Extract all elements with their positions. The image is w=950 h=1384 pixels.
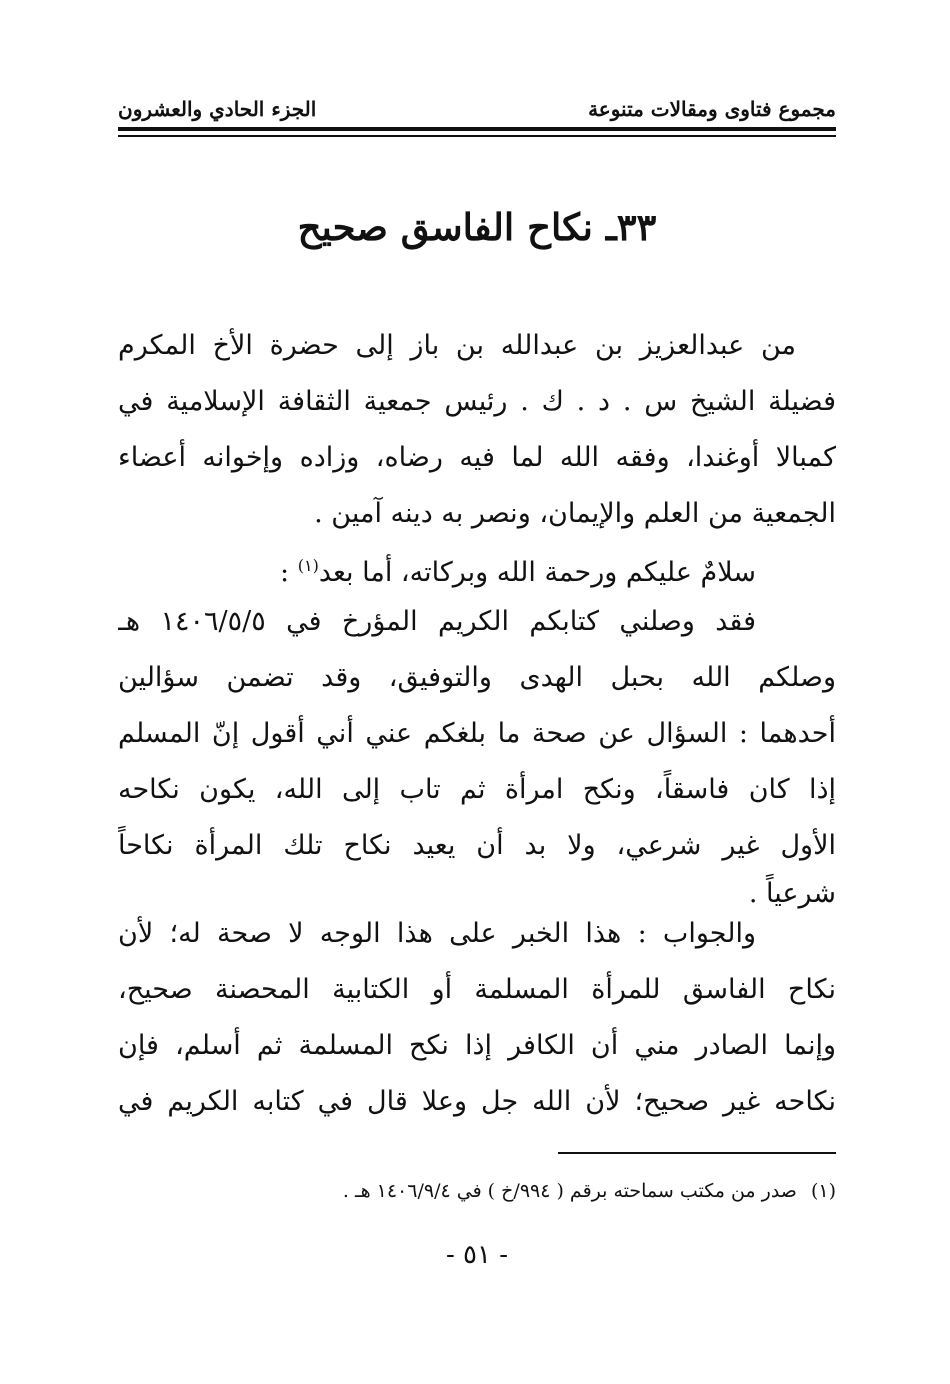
body-line-12: والجواب : هذا الخبر على هذا الوجه لا صحة له؛ لأن <box>118 918 756 949</box>
footnote-separator <box>558 1152 836 1154</box>
body-line-3: كمبالا أوغندا، وفقه الله لما فيه رضاه، وزاده وإخوانه أعضاء <box>118 442 836 473</box>
footnote-marker: (١) <box>297 556 319 575</box>
body-line-15: نكاحه غير صحيح؛ لأن الله جل وعلا قال في كتابه الكريم في <box>118 1086 836 1117</box>
body-line-13: نكاح الفاسق للمرأة المسلمة أو الكتابية المحصنة صحيح، <box>118 974 836 1005</box>
body-line-14: وإنما الصادر مني أن الكافر إذا نكح المسلمة ثم أسلم، فإن <box>118 1030 836 1061</box>
running-header <box>118 92 836 126</box>
body-line-9: إذا كان فاسقاً، ونكح امرأة ثم تاب إلى الله، يكون نكاحه <box>118 774 836 805</box>
greeting-line: سلامٌ عليكم ورحمة الله وبركاته، أما بعد$^{(١)}$ : <box>280 556 756 588</box>
header-rule-thick <box>118 127 836 131</box>
footnote <box>118 1180 836 1202</box>
header-rule-thin <box>118 135 836 137</box>
footnote-number: (١) <box>810 1180 836 1202</box>
body-line-6: فقد وصلني كتابكم الكريم المؤرخ في ١٤٠٦/٥/٥ هـ <box>118 606 756 637</box>
footnote-text: صدر من مكتب سماحته برقم ( ٩٩٤/خ ) في ١٤٠٦/٩/٤ هـ . <box>342 1180 797 1202</box>
header-volume-title: الجزء الحادي والعشرون <box>118 97 317 121</box>
header-book-title: مجموع فتاوى ومقالات متنوعة <box>588 97 836 121</box>
body-line-10: الأول غير شرعي، ولا بد أن يعيد نكاح تلك المرأة نكاحاً <box>118 830 836 861</box>
body-line-7: وصلكم الله بحبل الهدى والتوفيق، وقد تضمن سؤالين <box>118 662 836 693</box>
body-line-4: الجمعية من العلم والإيمان، ونصر به دينه آمين . <box>314 498 836 529</box>
body-line-2: فضيلة الشيخ س . د . ك . رئيس جمعية الثقافة الإسلامية في <box>118 386 836 417</box>
body-line-8: أحدهما : السؤال عن صحة ما بلغكم عني أني أقول إنّ المسلم <box>118 718 836 749</box>
body-line-11: شرعياً . <box>748 878 836 909</box>
page-number: - ٥١ - <box>445 1240 509 1270</box>
article-title: ٣٣ـ نكاح الفاسق صحيح <box>297 205 657 249</box>
body-line-1: من عبدالعزيز بن عبدالله بن باز إلى حضرة الأخ المكرم <box>118 330 796 361</box>
